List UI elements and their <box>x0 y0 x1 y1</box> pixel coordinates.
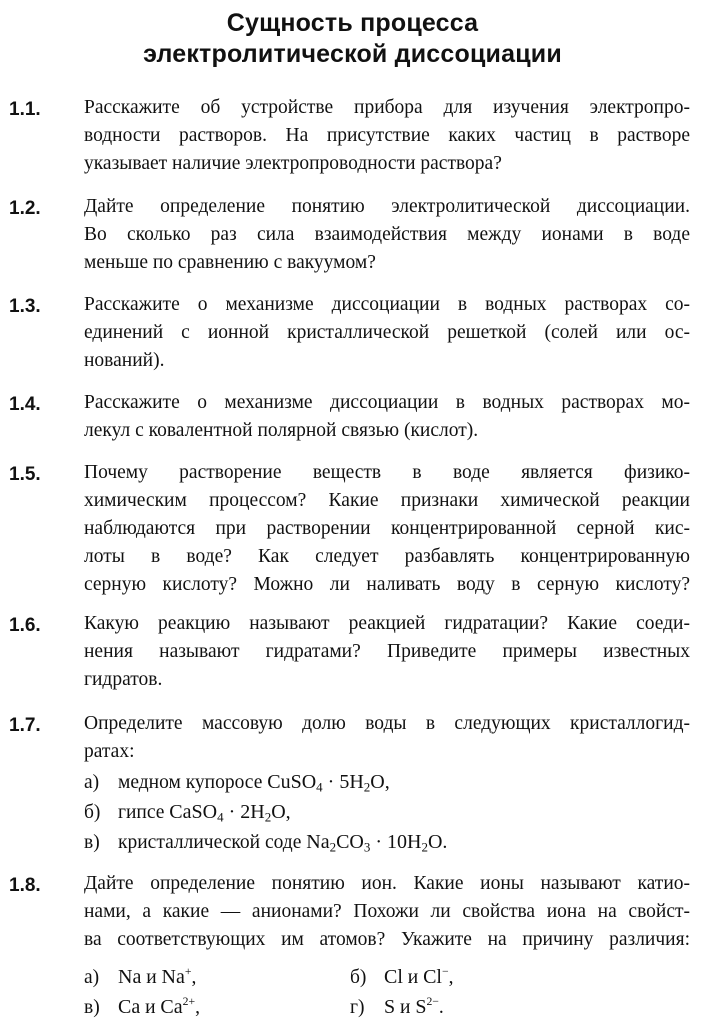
question-line: меньше по сравнению с вакуумом? <box>84 252 376 273</box>
option-label: а) <box>84 772 100 793</box>
question-number: 1.2. <box>9 198 41 219</box>
question-number: 1.3. <box>9 296 41 317</box>
question-line: Расскажите о механизме диссоциации в водных растворах со- <box>84 294 690 315</box>
question-line: Расскажите об устройстве прибора для изучения электропро- <box>84 97 690 118</box>
option-label: б) <box>84 802 101 823</box>
question-1-2 <box>84 193 690 277</box>
question-line: лоты в воде? Как следует разбавлять концентрированную <box>84 546 690 567</box>
page-title <box>0 8 705 70</box>
question-line: Дайте определение понятию электролитической диссоциации. <box>84 196 690 217</box>
question-line: указывает наличие электропроводности раствора? <box>84 153 502 174</box>
q17-option-v <box>84 828 447 861</box>
question-line: Дайте определение понятию ион. Какие ионы называют катио- <box>84 873 690 894</box>
option-text: кристаллической соде <box>118 832 307 853</box>
question-1-7 <box>84 710 690 766</box>
question-line: ва соответствующих им атомов? Укажите на причину различия: <box>84 929 690 950</box>
question-line: нения называют гидратами? Приведите примеры известных <box>84 641 690 662</box>
option-label: а) <box>84 967 100 989</box>
question-line: гидратов. <box>84 669 163 690</box>
question-line: наблюдаются при растворении концентрированной серной кис- <box>84 518 690 539</box>
question-1-8 <box>84 870 690 954</box>
option-label: г) <box>350 997 365 1019</box>
question-number: 1.1. <box>9 99 41 120</box>
question-line: ратах: <box>84 741 135 762</box>
formula: CuSO$_4$ · $5H_2O$, <box>267 771 390 795</box>
question-line: Расскажите о механизме диссоциации в водных растворах мо- <box>84 392 690 413</box>
q18-option-b: б) Cl и Cl−, <box>350 958 453 992</box>
question-line: Какую реакцию называют реакцией гидратации? Какие соеди- <box>84 613 690 634</box>
option-text: гипсе <box>118 802 170 823</box>
question-number: 1.7. <box>9 715 41 736</box>
question-line: нами, а какие — анионами? Похожи ли свойства иона на свойст- <box>84 901 690 922</box>
q18-option-g: г) S и $S^{2-}$. <box>350 988 444 1022</box>
question-line: Во сколько раз сила взаимодействия между ионами в воде <box>84 224 690 245</box>
question-line: химическим процессом? Какие признаки химической реакции <box>84 490 690 511</box>
question-line: серную кислоту? Можно ли наливать воду в серную кислоту? <box>84 574 690 595</box>
question-1-1 <box>84 94 690 178</box>
question-number: 1.5. <box>9 464 41 485</box>
question-number: 1.4. <box>9 394 41 415</box>
question-1-4 <box>84 389 690 445</box>
q17-option-b <box>84 798 291 831</box>
option-label: в) <box>84 832 100 853</box>
question-line: водности растворов. На присутствие каких частиц в растворе <box>84 125 690 146</box>
formula: CaSO$_4$ · $2H_2O$, <box>169 801 291 825</box>
question-1-6 <box>84 610 690 694</box>
question-1-3 <box>84 291 690 375</box>
question-line: лекул с ковалентной полярной связью (кислот). <box>84 420 479 441</box>
q17-option-a <box>84 768 390 801</box>
question-line: нований). <box>84 350 165 371</box>
option-label: в) <box>84 997 100 1019</box>
q18-option-a: а) Na и Na+, <box>84 958 196 992</box>
title-line-2: электролитической диссоциации <box>143 40 562 68</box>
option-text: медном купоросе <box>118 772 268 793</box>
question-line: единений с ионной кристаллической решеткой (солей или ос- <box>84 322 690 343</box>
formula: $Na_2CO_3 \cdot 10H_2O$. <box>306 831 448 855</box>
q18-option-v: в) Ca и $Ca^{2+}$, <box>84 988 200 1022</box>
question-line: Определите массовую долю воды в следующих кристаллогид- <box>84 713 690 734</box>
title-line-1: Сущность процесса <box>226 9 479 37</box>
question-1-5 <box>84 459 690 599</box>
question-line: Почему растворение веществ в воде является физико- <box>84 462 690 483</box>
question-number: 1.8. <box>9 875 41 896</box>
option-label: б) <box>350 967 367 989</box>
question-number: 1.6. <box>9 615 41 636</box>
